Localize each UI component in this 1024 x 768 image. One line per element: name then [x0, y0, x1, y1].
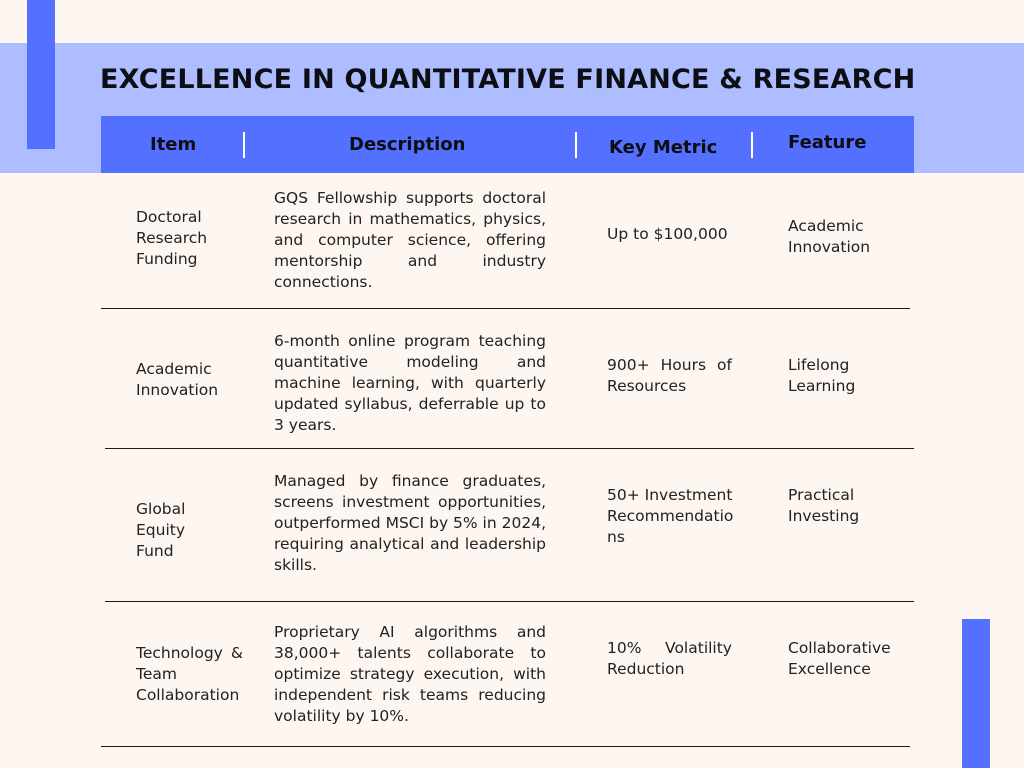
- cell-description: GQS Fellowship supports doctoral research in mathematics, physics, and computer science, offering mentorship and industry connections.: [274, 189, 546, 291]
- cell-key-metric: Up to $100,000: [607, 225, 728, 243]
- column-header-key-metric: Key Metric: [609, 137, 718, 158]
- decorative-bar-bottom: [962, 619, 990, 768]
- cell-key-metric: 50+ Investment Recommendations: [607, 486, 734, 546]
- row-divider: [101, 746, 910, 747]
- cell-key-metric: 900+ Hours of Resources: [607, 356, 732, 395]
- cell-description: Proprietary AI algorithms and 38,000+ talents collaborate to optimize strategy execution, with independent risk teams reducing volatility by 10%.: [274, 623, 546, 725]
- decorative-bar-top: [27, 0, 55, 149]
- cell-feature: Practical Investing: [788, 486, 860, 525]
- header-divider: [751, 132, 753, 158]
- cell-item: Academic Innovation: [136, 360, 219, 399]
- cell-item: Technology & Team Collaboration: [136, 644, 243, 704]
- cell-description: 6-month online program teaching quantitative modeling and machine learning, with quarterly updated syllabus, deferrable up to 3 years.: [274, 332, 546, 434]
- row-divider: [105, 601, 914, 602]
- column-header-item: Item: [150, 134, 197, 155]
- column-header-feature: Feature: [788, 132, 867, 153]
- column-header-description: Description: [349, 134, 466, 155]
- cell-item: Doctoral Research Funding: [136, 208, 208, 268]
- cell-item: Global Equity Fund: [136, 500, 186, 560]
- cell-feature: Collaborative Excellence: [788, 639, 891, 678]
- row-divider: [101, 308, 910, 309]
- header-divider: [243, 132, 245, 158]
- cell-feature: Lifelong Learning: [788, 356, 856, 395]
- table-header: [101, 116, 914, 173]
- row-divider: [105, 448, 914, 449]
- cell-description: Managed by finance graduates, screens investment opportunities, outperformed MSCI by 5% in 2024, requiring analytical and leadership skills.: [274, 472, 546, 574]
- page-title: EXCELLENCE IN QUANTITATIVE FINANCE & RESEARCH: [100, 64, 916, 95]
- cell-feature: Academic Innovation: [788, 217, 871, 256]
- header-divider: [575, 132, 577, 158]
- cell-key-metric: 10% Volatility Reduction: [607, 639, 732, 678]
